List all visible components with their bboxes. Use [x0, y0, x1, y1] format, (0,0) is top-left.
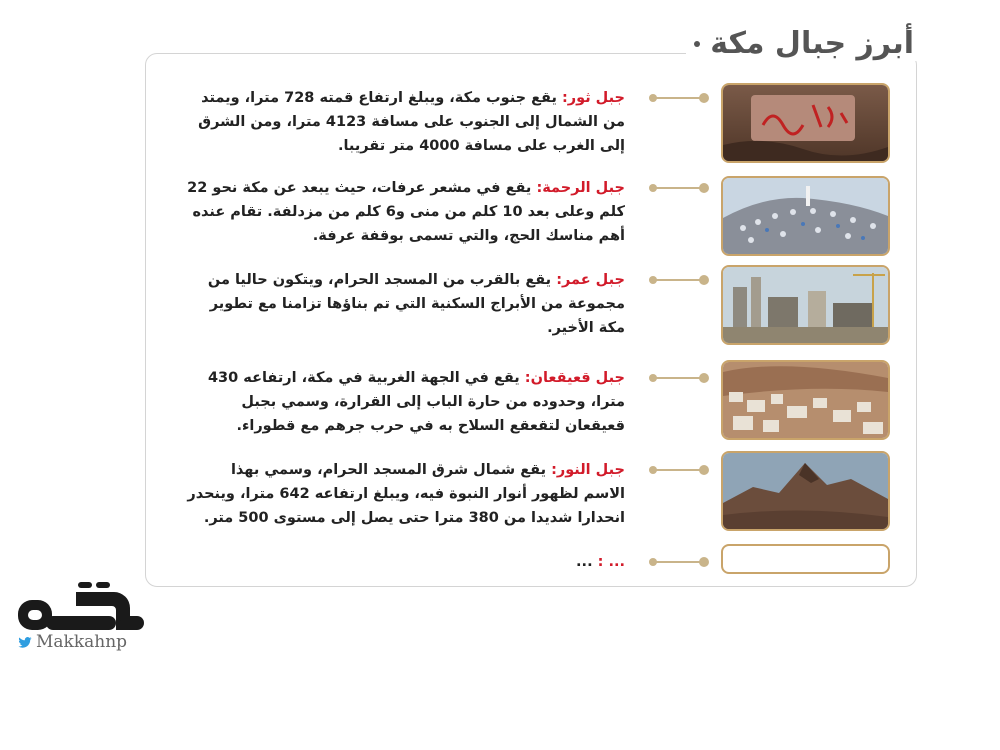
- item-name: جبل الرحمة:: [536, 180, 625, 196]
- connector-line: [653, 97, 705, 99]
- photo-mountain-peak: [721, 451, 890, 531]
- connector-line: [653, 279, 705, 281]
- item-text: [185, 268, 625, 340]
- item-description: يقع في مشعر عرفات، حيث يبعد عن مكة نحو 22 كلم وعلى بعد 10 كلم من منى و6 كلم من مزدلفة. تقام عنده أهم مناسك الحج، والتي تسمى بوقفة عرفة.: [187, 180, 625, 244]
- page-title: أبرز جبال مكة: [710, 26, 914, 61]
- item-name: جبل النور:: [551, 462, 625, 478]
- photo-construction: [721, 265, 890, 345]
- item-description: يقع جنوب مكة، ويبلغ ارتفاع قمته 728 مترا، ويمتد من الشمال إلى الجنوب على مسافة 4123 مترا، ومن الشرق إلى الغرب على مسافة 4000 متر تقريبا.: [198, 90, 625, 154]
- item-text: [185, 458, 625, 530]
- connector-line: [653, 469, 705, 471]
- item-text: [185, 176, 625, 248]
- list-item: [160, 86, 890, 166]
- item-name: ... :: [597, 554, 625, 570]
- item-description: ...: [576, 554, 598, 570]
- photo-crowded-hill: [721, 176, 890, 256]
- photo-hillside-houses: [721, 360, 890, 440]
- list-item: [160, 176, 890, 256]
- item-description: يقع بالقرب من المسجد الحرام، ويتكون حاليا من مجموعة من الأبراج السكنية التي تم بناؤها تزامنا مع تطوير مكة الأخير.: [207, 272, 625, 336]
- item-text: [185, 550, 625, 574]
- social-handle: [18, 632, 127, 652]
- makkah-logo: [16, 580, 146, 638]
- empty-photo-frame: [721, 544, 890, 574]
- header: [686, 26, 920, 61]
- twitter-bird-icon: [18, 637, 32, 648]
- item-name: جبل عمر:: [556, 272, 625, 288]
- connector-line: [653, 377, 705, 379]
- title-bullet: [694, 41, 700, 47]
- item-description: يقع في الجهة الغربية في مكة، ارتفاعه 430 مترا، وحدوده من حارة الباب إلى القرارة، وسمي بجبل قعيقعان لتقعقع السلاح به في حرب جرهم مع قطوراء.: [207, 370, 625, 434]
- list-item: [160, 268, 890, 348]
- item-name: جبل قعيقعان:: [524, 370, 625, 386]
- item-text: [185, 366, 625, 438]
- handle-text: Makkahnp: [36, 632, 128, 652]
- photo-rock-inscription: [721, 83, 890, 163]
- item-description: يقع شمال شرق المسجد الحرام، وسمي بهذا الاسم لظهور أنوار النبوة فيه، ويبلغ ارتفاعه 642 مترا، وينحدر انحدارا شديدا من 380 مترا حتى يصل إلى مستوى 500 متر.: [187, 462, 625, 526]
- list-item: [160, 550, 890, 630]
- connector-line: [653, 187, 705, 189]
- item-name: جبل ثور:: [561, 90, 625, 106]
- connector-line: [653, 561, 705, 563]
- list-item: [160, 366, 890, 446]
- item-text: [185, 86, 625, 158]
- list-item: [160, 458, 890, 538]
